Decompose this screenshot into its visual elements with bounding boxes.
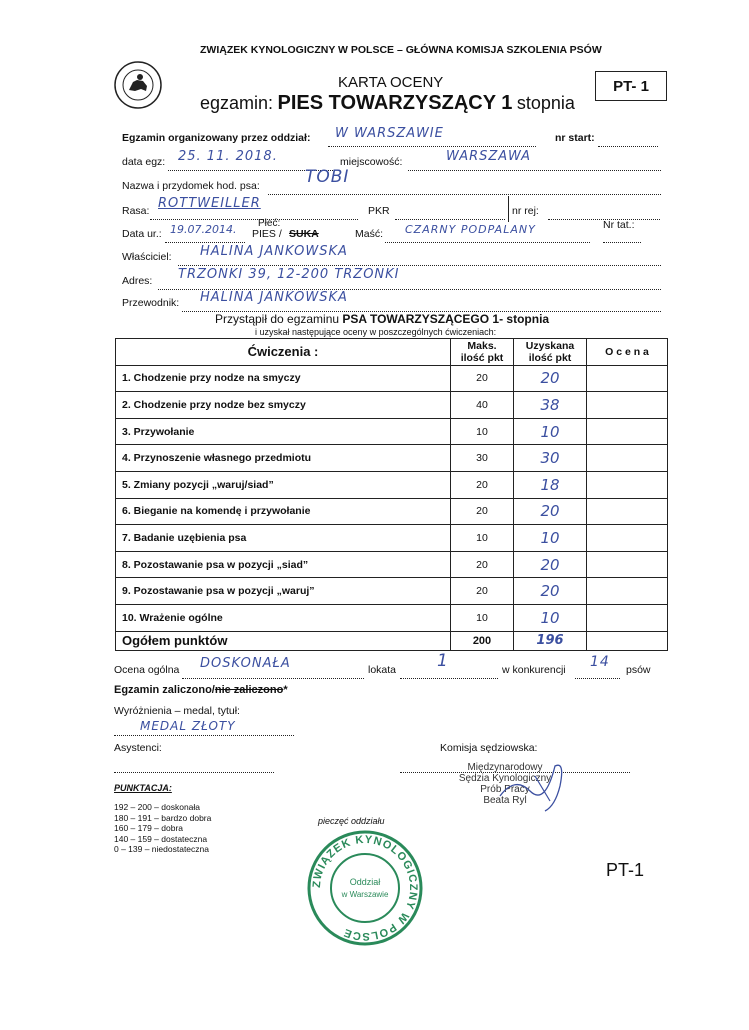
- col-exercises: Ćwiczenia :: [116, 339, 451, 366]
- max-points: 20: [451, 365, 514, 392]
- exercise-name: 3. Przywołanie: [116, 418, 451, 445]
- max-points: 10: [451, 525, 514, 552]
- grade-cell: [587, 445, 668, 472]
- awards-value: MEDAL ZŁOTY: [140, 719, 236, 733]
- handler-label: Przewodnik:: [122, 297, 180, 309]
- intro-bold: PSA TOWARZYSZĄCEGO 1: [342, 312, 500, 326]
- owner-label: Właściciel:: [122, 251, 172, 263]
- exam-name: PIES TOWARZYSZĄCY 1: [277, 92, 513, 114]
- max-points: 10: [451, 418, 514, 445]
- svg-text:ZWIĄZEK KYNOLOGICZNY W POLSCE: ZWIĄZEK KYNOLOGICZNY W POLSCE: [310, 833, 420, 943]
- got-points: 20: [514, 365, 587, 392]
- color-value: CZARNY PODPALANY: [405, 223, 536, 236]
- table-row: [116, 445, 668, 472]
- exercise-name: 10. Wrażenie ogólne: [116, 604, 451, 631]
- scale-item: 180 – 191 – bardzo dobra: [114, 812, 212, 823]
- scale-list: [114, 802, 211, 855]
- col-grade: O c e n a: [587, 339, 668, 366]
- table-row: [116, 498, 668, 525]
- competition-label: w konkurencji: [502, 664, 566, 676]
- max-points: 20: [451, 551, 514, 578]
- grade-cell: [587, 604, 668, 631]
- assistants-label: Asystenci:: [114, 742, 162, 754]
- sex-male: PIES /: [252, 228, 282, 240]
- got-points: 10: [514, 525, 587, 552]
- judge-line2: Sędzia Kynologiczny: [458, 773, 552, 784]
- exercise-name: 4. Przynoszenie własnego przedmiotu: [116, 445, 451, 472]
- grade-cell: [587, 365, 668, 392]
- table-row: [116, 551, 668, 578]
- max-points: 20: [451, 498, 514, 525]
- exercise-name: 7. Badanie uzębienia psa: [116, 525, 451, 552]
- intro-prefix: Przystąpił do egzaminu: [215, 312, 340, 326]
- grade-cell: [587, 551, 668, 578]
- total-label: Ogółem punktów: [116, 631, 451, 650]
- zkwp-logo: [113, 60, 163, 110]
- got-points: 10: [514, 604, 587, 631]
- got-points: 18: [514, 471, 587, 498]
- organized-value: W WARSZAWIE: [335, 126, 444, 141]
- scale-item: 160 – 179 – dobra: [114, 823, 184, 833]
- awards-label: Wyróżnienia – medal, tytuł:: [114, 705, 240, 717]
- exam-suffix: stopnia: [516, 93, 575, 113]
- not-passed-text: nie zaliczono: [214, 684, 284, 696]
- got-points: 20: [514, 498, 587, 525]
- grade-cell: [587, 578, 668, 605]
- passed-line: [114, 684, 288, 696]
- sex-female: SUKA: [289, 228, 319, 240]
- overall-label: Ocena ogólna: [114, 664, 180, 676]
- grade-cell: [587, 392, 668, 419]
- got-points: 20: [514, 551, 587, 578]
- start-no-label: nr start:: [555, 132, 595, 144]
- max-points: 40: [451, 392, 514, 419]
- grade-cell: [587, 498, 668, 525]
- got-points: 30: [514, 445, 587, 472]
- grade-cell: [587, 418, 668, 445]
- judge-signature: [495, 756, 575, 816]
- corner-code: PT-1: [606, 860, 645, 880]
- exercise-name: 1. Chodzenie przy nodze na smyczy: [116, 365, 451, 392]
- place-result-value: 1: [437, 651, 449, 671]
- got-points: 38: [514, 392, 587, 419]
- place-value: WARSZAWA: [446, 149, 532, 164]
- intro-line2: i uzyskał następujące oceny w poszczególnych ćwiczeniach:: [255, 327, 497, 337]
- max-points: 20: [451, 578, 514, 605]
- exercise-name: 5. Zmiany pozycji „waruj/siad”: [116, 471, 451, 498]
- pkr-label: PKR: [368, 205, 390, 217]
- exam-prefix: egzamin:: [200, 93, 274, 113]
- tattoo-label: Nr tat.:: [603, 219, 635, 231]
- svg-text:Oddział: Oddział: [349, 877, 381, 887]
- grade-cell: [587, 525, 668, 552]
- judge-line1: Międzynarodowy: [467, 762, 543, 773]
- date-value: 25. 11. 2018.: [178, 149, 278, 164]
- place-label: miejscowość:: [340, 156, 403, 168]
- table-row: [116, 604, 668, 631]
- exercise-name: 2. Chodzenie przy nodze bez smyczy: [116, 392, 451, 419]
- passed-text: Egzamin zaliczono/: [114, 684, 215, 696]
- col-max: Maks. ilość pkt: [451, 339, 514, 366]
- table-row: [116, 525, 668, 552]
- max-points: 30: [451, 445, 514, 472]
- judge-line4: Beata Ryl: [483, 795, 527, 806]
- scale-item: 0 – 139 – niedostateczna: [114, 844, 209, 854]
- table-row: [116, 365, 668, 392]
- exercise-name: 8. Pozostawanie psa w pozycji „siad”: [116, 551, 451, 578]
- dog-name-value: TOBI: [305, 167, 350, 187]
- total-max: 200: [451, 631, 514, 650]
- breed-value: ROTTWEILLER: [158, 196, 261, 211]
- address-label: Adres:: [122, 275, 153, 287]
- organized-label: Egzamin organizowany przez oddział:: [122, 132, 311, 144]
- color-label: Maść:: [355, 228, 384, 240]
- passed-star: *: [283, 684, 288, 696]
- code-box-text: PT- 1: [613, 77, 649, 95]
- date-label: data egz:: [122, 156, 166, 168]
- header-org: ZWIĄZEK KYNOLOGICZNY W POLSCE – GŁÓWNA KOMISJA SZKOLENIA PSÓW: [200, 44, 602, 56]
- sex-label: Płeć:: [258, 218, 281, 229]
- intro-suffix: - stopnia: [499, 312, 550, 326]
- judge-line3: Prób Pracy: [480, 784, 530, 795]
- birth-value: 19.07.2014.: [170, 223, 237, 236]
- handler-value: HALINA JANKOWSKA: [200, 290, 348, 305]
- branch-stamp: [305, 828, 425, 948]
- exercise-name: 9. Pozostawanie psa w pozycji „waruj”: [116, 578, 451, 605]
- scores-table: [115, 338, 668, 651]
- svg-text:w Warszawie: w Warszawie: [341, 890, 389, 899]
- birth-label: Data ur.:: [122, 228, 162, 240]
- total-got: 196: [514, 631, 587, 650]
- card-title: KARTA OCENY: [338, 74, 444, 91]
- exam-title: [200, 92, 575, 115]
- stamp-caption: pieczęć oddziału: [318, 816, 385, 826]
- scale-item: 192 – 200 – doskonała: [114, 802, 201, 812]
- table-row: [116, 418, 668, 445]
- breed-label: Rasa:: [122, 205, 150, 217]
- overall-value: DOSKONAŁA: [200, 656, 291, 671]
- place-result-label: lokata: [368, 664, 397, 676]
- code-box: [595, 71, 667, 101]
- dogs-label: psów: [626, 664, 651, 676]
- table-row: [116, 471, 668, 498]
- max-points: 20: [451, 471, 514, 498]
- owner-value: HALINA JANKOWSKA: [200, 244, 348, 259]
- exercise-name: 6. Bieganie na komendę i przywołanie: [116, 498, 451, 525]
- col-got: Uzyskana ilość pkt: [514, 339, 587, 366]
- total-grade-cell: [587, 631, 668, 650]
- total-row: [116, 631, 668, 650]
- address-value: TRZONKI 39, 12-200 TRZONKI: [178, 267, 400, 282]
- table-row: [116, 578, 668, 605]
- got-points: 20: [514, 578, 587, 605]
- intro-line1: [215, 312, 549, 326]
- reg-no-label: nr rej:: [512, 205, 539, 217]
- scale-item: 140 – 159 – dostateczna: [114, 833, 208, 844]
- scale-title: PUNKTACJA:: [114, 783, 172, 793]
- grade-cell: [587, 471, 668, 498]
- commission-label: Komisja sędziowska:: [440, 742, 538, 754]
- table-row: [116, 392, 668, 419]
- got-points: 10: [514, 418, 587, 445]
- max-points: 10: [451, 604, 514, 631]
- competition-value: 14: [590, 654, 610, 670]
- dog-name-label: Nazwa i przydomek hod. psa:: [122, 180, 260, 192]
